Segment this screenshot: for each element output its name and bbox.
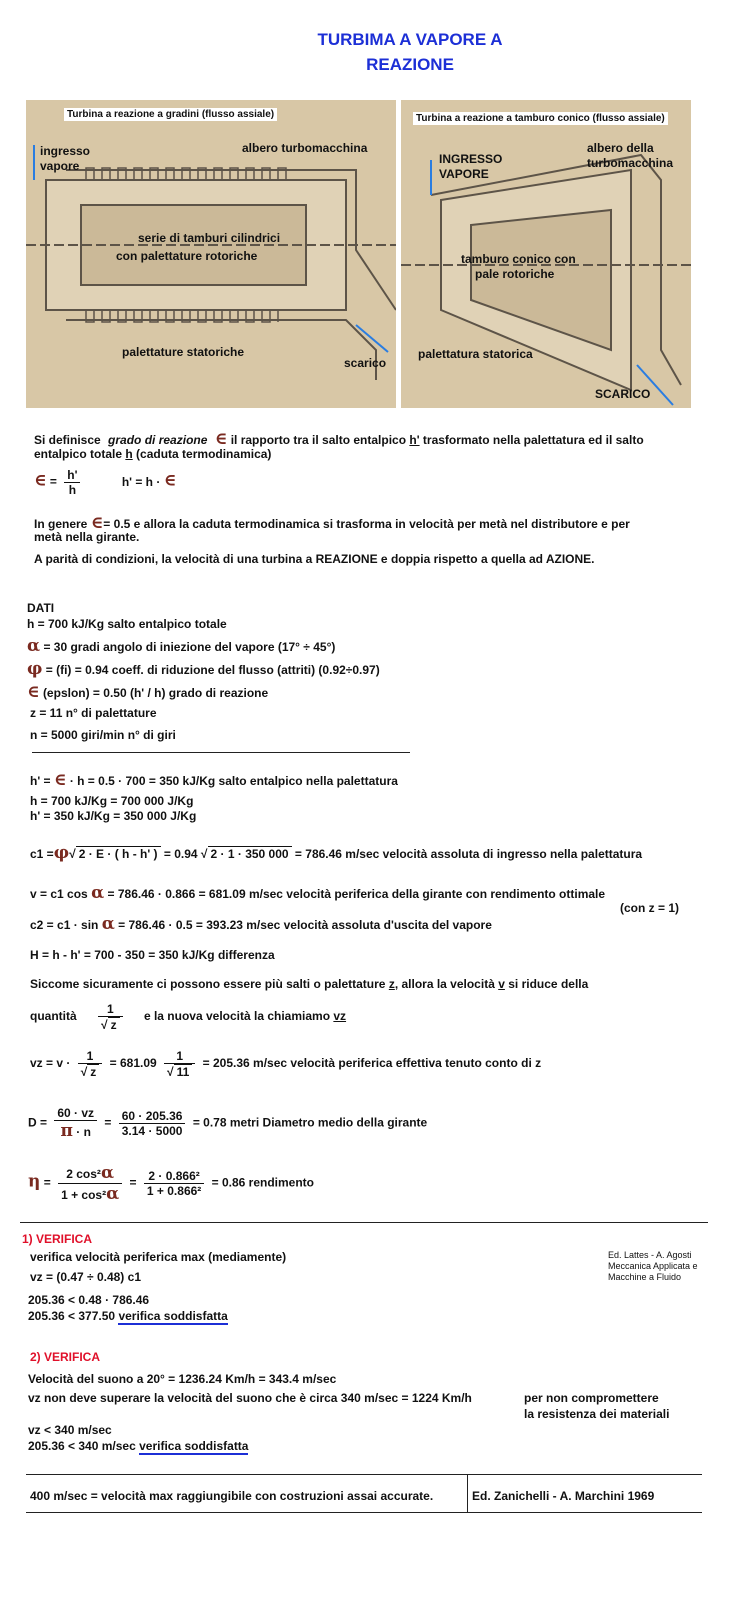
diagram-left-exhaust-label: scarico (344, 356, 387, 370)
diagram-right-inlet-label: INGRESSO (439, 152, 503, 166)
phi-symbol: φ (27, 659, 43, 679)
footer-right: Ed. Zanichelli - A. Marchini 1969 (472, 1489, 655, 1503)
verify2-line3: vz < 340 m/sec (28, 1423, 112, 1437)
alpha-symbol: α (91, 883, 105, 903)
epsilon-symbol: ∈ (27, 682, 40, 702)
calc-quantita: quantità $\frac{1}{√ z}$ e la nuova velocità la chiamiamo vz (30, 1002, 347, 1032)
divider (26, 1512, 702, 1513)
diagram-right-shaft-label-2: turbomacchina (587, 156, 674, 170)
intro-paragraph-1-cont: entalpico totale h (caduta termodinamica) (34, 447, 272, 461)
calc-siccome: Siccome sicuramente ci possono essere più salti o palettature z, allora la velocità v si riduce della (30, 977, 589, 991)
data-n: n = 5000 giri/min n° di giri (30, 728, 176, 742)
epsilon-symbol: ∈ (163, 470, 177, 491)
data-phi: φ = (fi) = 0.94 coeff. di riduzione del flusso (attriti) (0.92÷0.97) (27, 659, 380, 679)
verify2-line1: Velocità del suono a 20° = 1236.24 Km/h = 343.4 m/sec (28, 1372, 337, 1386)
calc-vz: vz = v · $\frac{1}{√ z}$ = 681.09 $\frac{1}{√ 11}$ = 205.36 m/sec velocità periferica effettiva tenuto conto di z (30, 1049, 542, 1079)
epsilon-symbol: ∈ (90, 513, 104, 533)
calc-v-note: (con z = 1) (620, 901, 680, 915)
data-alpha: α = 30 gradi angolo di iniezione del vapore (17° ÷ 45°) (27, 636, 336, 656)
data-eps: ∈ (epslon) = 0.50 (h' / h) grado di reazione (27, 682, 269, 702)
diagram-right-caption: Turbina a reazione a tamburo conico (flusso assiale) (413, 112, 668, 125)
alpha-symbol: α (27, 636, 41, 656)
page-title-line2: REAZIONE (366, 55, 454, 74)
alpha-symbol: α (101, 914, 115, 934)
verify1-line3: 205.36 < 0.48 · 786.46 (28, 1293, 150, 1307)
diagram-right-inlet-label-2: VAPORE (439, 167, 489, 181)
page-title: TURBIMA A VAPORE A (317, 30, 503, 49)
diagram-left-inlet-label: ingresso (40, 144, 91, 158)
diagram-right-exhaust-label: SCARICO (595, 387, 651, 401)
term-reaction-degree: grado di reazione (108, 433, 208, 447)
calc-D: D = $\frac{60 \cdot vz}{\pi \cdot n}$ = $\frac{60 \cdot 205.36}{3.14 \cdot 5000}$ = 0.78 metri Diametro medio della girante (28, 1106, 428, 1141)
intro-paragraph-2: In genere ∈= 0.5 e allora la caduta termodinamica si trasforma in velocità per metà nel distributore e per (34, 513, 630, 533)
calc-h-conv: h = 700 kJ/Kg = 700 000 J/Kg (30, 794, 194, 808)
verify2-heading: 2) VERIFICA (30, 1350, 101, 1364)
formula-epsilon: ∈ = $\frac{h'}{h}$ h' = h · ∈ (34, 468, 177, 497)
intro-paragraph-2-cont: metà nella girante. (34, 530, 140, 544)
calc-eta: η = $\frac{\text{2 cos²α}}{\text{1 + cos²α}}$ = $\frac{\text{2 · 0.866²}}{\text{1 + 0.866²}}$ = 0.86 rendimento (28, 1163, 314, 1204)
diagram-left-drums-label: serie di tamburi cilindrici (138, 231, 281, 245)
data-heading: DATI (27, 601, 55, 615)
verify1-line4: 205.36 < 377.50 verifica soddisfatta (28, 1309, 228, 1323)
calc-h1: h' = ∈ · h = 0.5 · 700 = 350 kJ/Kg salto entalpico nella palettatura (30, 770, 398, 790)
diagram-left-stator-label: palettature statoriche (122, 345, 245, 359)
diagram-left-photo (26, 100, 396, 408)
reference-lattes: Ed. Lattes - A. Agosti Meccanica Applicata e Macchine a Fluido (608, 1250, 698, 1282)
verify2-line2-note-2: la resistenza dei materiali (524, 1407, 670, 1421)
diagram-left-drums-label-2: con palettature rotoriche (116, 249, 258, 263)
verify2-line2-note: per non compromettere (524, 1391, 659, 1405)
verify2-line4: 205.36 < 340 m/sec verifica soddisfatta (28, 1439, 249, 1453)
divider (26, 1474, 702, 1475)
divider (32, 752, 410, 753)
calc-h1-conv: h' = 350 kJ/Kg = 350 000 J/Kg (30, 809, 197, 823)
epsilon-symbol: ∈ (214, 429, 228, 449)
intro-paragraph-1: Si definisce grado di reazione ∈ il rapporto tra il salto entalpico h' trasformato nella palettatura ed il salto (34, 429, 644, 449)
footer-separator (467, 1474, 468, 1512)
divider (20, 1222, 708, 1223)
diagram-left-inlet-label-2: vapore (40, 159, 80, 173)
diagram-left-caption: Turbina a reazione a gradini (flusso assiale) (64, 108, 277, 121)
data-z: z = 11 n° di palettature (30, 706, 157, 720)
calc-c1: c1 =φ√ 2 · E · ( h - h' ) = 0.94 √ 2 · 1 · 350 000 = 786.46 m/sec velocità assoluta di ingresso nella palettatura (30, 843, 643, 863)
verify2-result: verifica soddisfatta (139, 1439, 249, 1453)
diagram-right-photo (401, 100, 691, 408)
verify1-line1: verifica velocità periferica max (mediamente) (30, 1250, 287, 1264)
epsilon-symbol: ∈ (34, 470, 47, 491)
verify1-heading: 1) VERIFICA (22, 1232, 93, 1246)
verify2-line2: vz non deve superare la velocità del suono che è circa 340 m/sec = 1224 Km/h (28, 1391, 472, 1405)
pi-symbol: π (60, 1121, 73, 1141)
intro-paragraph-3: A parità di condizioni, la velocità di una turbina a REAZIONE e doppia rispetto a quella ad AZIONE. (34, 552, 595, 566)
verify1-result: verifica soddisfatta (118, 1309, 228, 1323)
calc-v: v = c1 cos α = 786.46 · 0.866 = 681.09 m/sec velocità periferica della girante con rendimento ottimale (30, 883, 606, 903)
diagram-right-drum-label: tamburo conico con (461, 252, 576, 266)
diagram-right-drum-label-2: pale rotoriche (475, 267, 555, 281)
diagram-right-stator-label: palettatura statorica (418, 347, 533, 361)
diagram-left-shaft-label: albero turbomacchina (242, 141, 368, 155)
calc-c2: c2 = c1 · sin α = 786.46 · 0.5 = 393.23 m/sec velocità assoluta d'uscita del vapore (30, 914, 492, 934)
footer-left: 400 m/sec = velocità max raggiungibile con costruzioni assai accurate. (30, 1489, 434, 1503)
eta-symbol: η (28, 1171, 41, 1192)
epsilon-symbol: ∈ (53, 770, 67, 790)
verify1-line2: vz = (0.47 ÷ 0.48) c1 (30, 1270, 141, 1284)
phi-symbol: φ (53, 843, 70, 863)
calc-H: H = h - h' = 700 - 350 = 350 kJ/Kg differenza (30, 948, 275, 962)
diagram-right-shaft-label: albero della (587, 141, 654, 155)
data-h: h = 700 kJ/Kg salto entalpico totale (27, 617, 227, 631)
